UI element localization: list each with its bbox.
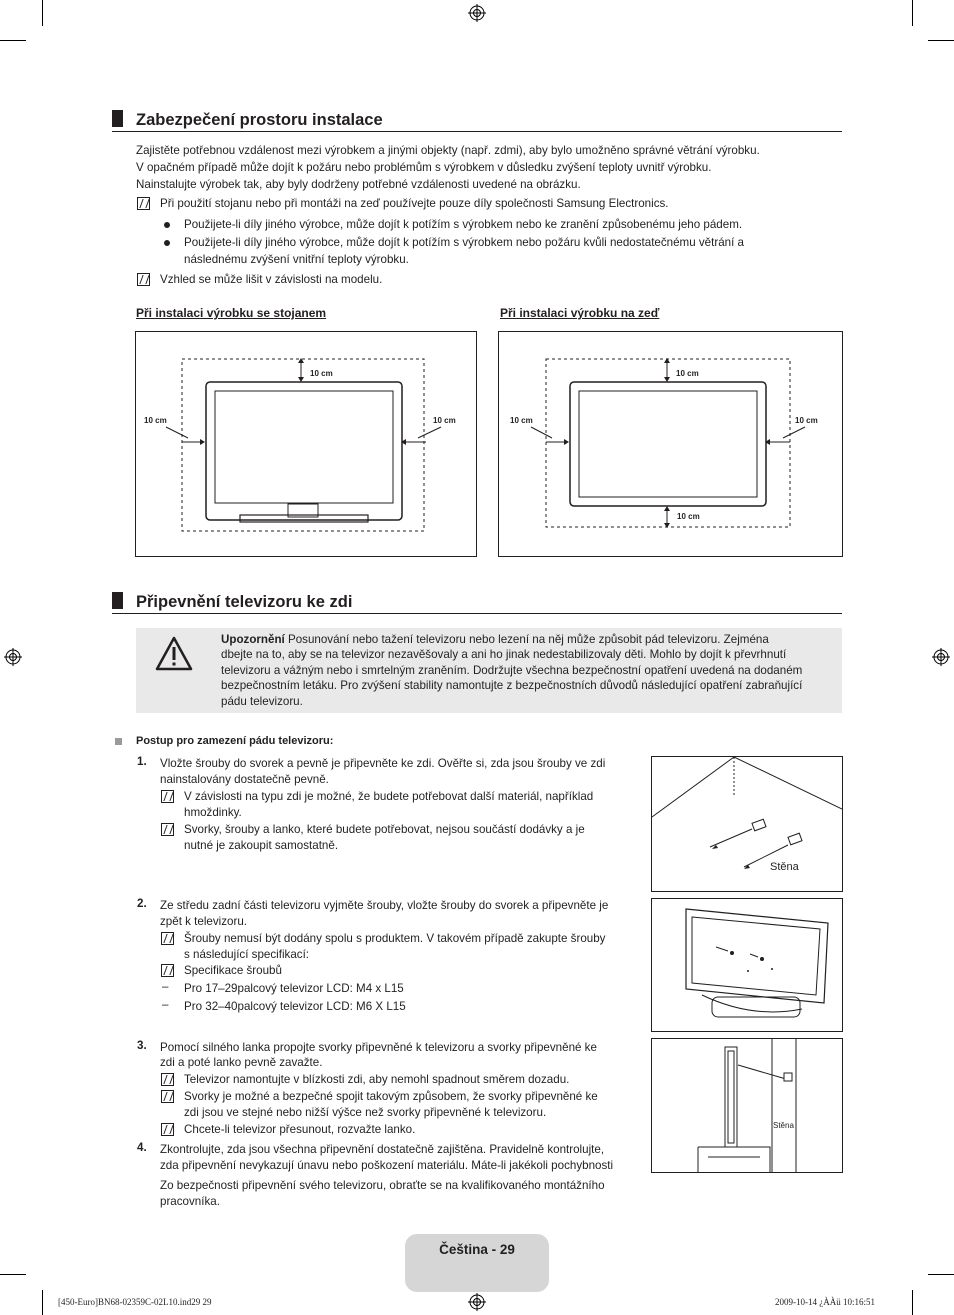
section-title-text: Zabezpečení prostoru instalace [136,111,383,129]
note-icon [161,1090,174,1103]
step-text: Zkontrolujte, zda jsou všechna připevnění dostatečně zajištěna. Pravidelně kontrolujte, [160,1143,605,1156]
crop-mark [0,40,26,41]
crop-mark [42,0,43,26]
registration-mark-icon [468,4,486,22]
bullet-icon [164,240,170,246]
step-text: nainstalovány dostatečně pevně. [160,773,329,786]
clearance-label: 10 cm [676,369,699,378]
crop-mark [912,0,913,26]
wall-corner-screws-diagram [652,757,842,891]
note-icon [161,790,174,803]
figure-heading: Při instalaci výrobku na zeď [500,306,660,320]
registration-mark-icon [4,648,22,666]
tv-tied-figure [651,1038,843,1173]
warning-line: televizoru a vážným nebo i smrtelným zraněním. Dodržujte všechna bezpečnostní opatření uvedená na dodaném [221,663,803,677]
step-text: zpět k televizoru. [160,915,247,928]
note-text: Specifikace šroubů [184,964,282,977]
section-title-text: Připevnění televizoru ke zdi [136,593,353,611]
page-number: Čeština - 29 [439,1242,515,1257]
tv-back-diagram [652,899,842,1031]
warning-triangle-icon [155,636,193,671]
note-text: zdi jsou ve stejné nebo nižší výšce než svorky připevněné k televizoru. [184,1106,547,1119]
clearance-label: 10 cm [677,512,700,521]
tv-on-stand-diagram [136,332,476,556]
note-text: Chcete-li televizor přesunout, rozvažte lanko. [184,1123,416,1136]
crop-mark [928,1274,954,1275]
intro-line: V opačném případě může dojít k požáru nebo problémům s výrobkem v důsledku zvýšení teploty uvnitř výrobku. [136,161,712,174]
step-number: 4. [137,1141,147,1154]
section-bar-icon [112,110,123,127]
step-text: Ze středu zadní části televizoru vyjměte šrouby, vložte šrouby do svorek a připevněte je [160,899,609,912]
note-text: nutné je zakoupit samostatně. [184,839,339,852]
section-rule [112,613,842,614]
wall-clearance-figure [498,331,843,557]
intro-line: Zajistěte potřebnou vzdálenost mezi výrobkem a jinými objekty (např. zdmi), aby bylo umožněno správné větrání výrobku. [136,144,760,157]
note-text: Šrouby nemusí být dodány spolu s produktem. V takovém případě zakupte šrouby [184,932,606,945]
step-text: zdi a poté lanko pevně zavažte. [160,1056,323,1069]
section-title [112,110,383,130]
note-icon [137,273,150,286]
clearance-label: 10 cm [144,416,167,425]
step-text: Vložte šrouby do svorek a pevně je připevněte ke zdi. Ověřte si, zda jsou šrouby ve zdi [160,757,606,770]
section-bar-icon [112,592,123,609]
step-number: 1. [137,755,147,768]
crop-mark [912,1290,913,1315]
note-text: Svorky, šrouby a lanko, které budete potřebovat, nejsou součástí dodávky a je [184,823,585,836]
intro-line: Nainstalujte výrobek tak, aby byly dodrženy potřebné vzdálenosti uvedené na obrázku. [136,178,581,191]
note-icon [137,197,150,210]
note-text: Při použití stojanu nebo při montáži na zeď používejte pouze díly společnosti Samsung Electronics. [160,197,669,210]
step-text: Zo bezpečnosti připevnění svého televizoru, obraťte se na kvalifikovaného montážního [160,1179,605,1192]
dash-icon: – [162,980,169,993]
wall-label: Stěna [773,1121,794,1130]
crop-mark [0,1274,26,1275]
note-text: Svorky je možné a bezpečné spojit takovým způsobem, že svorky připevněné ke [184,1090,598,1103]
bullet-text: Použijete-li díly jiného výrobce, může dojít k potížím s výrobkem nebo požáru kvůli nedostatečnému větrání a [184,236,744,249]
step-text: pracovníka. [160,1195,220,1208]
wall-label: Stěna [770,861,799,873]
clearance-label: 10 cm [795,416,818,425]
step-text: Pomocí silného lanka propojte svorky připevněné k televizoru a svorky připevněné ke [160,1041,597,1054]
note-icon [161,964,174,977]
section-rule [112,131,842,132]
tv-on-wall-diagram [499,332,842,556]
registration-mark-icon [932,648,950,666]
note-text: V závislosti na typu zdi je možné, že budete potřebovat další materiál, například [184,790,594,803]
note-icon [161,1073,174,1086]
note-icon [161,823,174,836]
clearance-label: 10 cm [310,369,333,378]
warning-text [221,632,769,647]
section-title [112,592,352,612]
note-text: Televizor namontujte v blízkosti zdi, aby nemohl spadnout směrem dozadu. [184,1073,570,1086]
clearance-label: 10 cm [433,416,456,425]
warning-line: dbejte na to, aby se na televizor nezavěšovaly a ani ho jinak nedestabilizovaly děti. Mohlo by dojít k převrhnutí [221,648,787,662]
tv-back-figure [651,898,843,1032]
footer-file-info: [450-Euro]BN68-02359C-02L10.ind29 29 [58,1297,212,1307]
procedure-title: Postup pro zamezení pádu televizoru: [136,735,334,747]
tv-tied-to-wall-diagram [652,1039,842,1172]
footer-timestamp: 2009-10-14 ¿ÀÀü 10:16:51 [775,1297,875,1307]
clearance-label: 10 cm [510,416,533,425]
wall-screws-figure [651,756,843,892]
note-text: hmoždinky. [184,806,242,819]
note-text: s následující specifikací: [184,948,310,961]
crop-mark [928,40,954,41]
warning-line: bezpečnostním letáku. Pro zvýšení stability namontujte z bezpečnostních důvodů následující opatření zabraňující [221,679,803,693]
note-icon [161,1123,174,1136]
spec-line: Pro 17–29palcový televizor LCD: M4 x L15 [184,982,404,995]
note-icon [161,932,174,945]
stand-clearance-figure [135,331,477,557]
crop-mark [42,1290,43,1315]
step-text: zda připevnění nevykazují únavu nebo poškození materiálu. Máte-li jakékoli pochybnosti [160,1159,614,1172]
step-number: 2. [137,897,147,910]
figure-heading: Při instalaci výrobku se stojanem [136,306,327,320]
bullet-text: následnému zvýšení vnitřní teploty výrobku. [184,253,409,266]
dash-icon: – [162,998,169,1011]
warning-box [136,628,842,713]
step-number: 3. [137,1039,147,1052]
warning-line: Posunování nebo tažení televizoru nebo lezení na něj může způsobit pád televizoru. Zejména [284,633,769,646]
square-bullet-icon [115,738,122,745]
warning-label: Upozornění [221,633,285,646]
bullet-icon [164,222,170,228]
registration-mark-icon [468,1293,486,1311]
bullet-text: Použijete-li díly jiného výrobce, může dojít k potížím s výrobkem nebo ke zranění způsobenému jeho pádem. [184,218,743,231]
spec-line: Pro 32–40palcový televizor LCD: M6 X L15 [184,1000,406,1013]
note-text: Vzhled se může lišit v závislosti na modelu. [160,273,383,286]
warning-line: pádu televizoru. [221,694,303,708]
